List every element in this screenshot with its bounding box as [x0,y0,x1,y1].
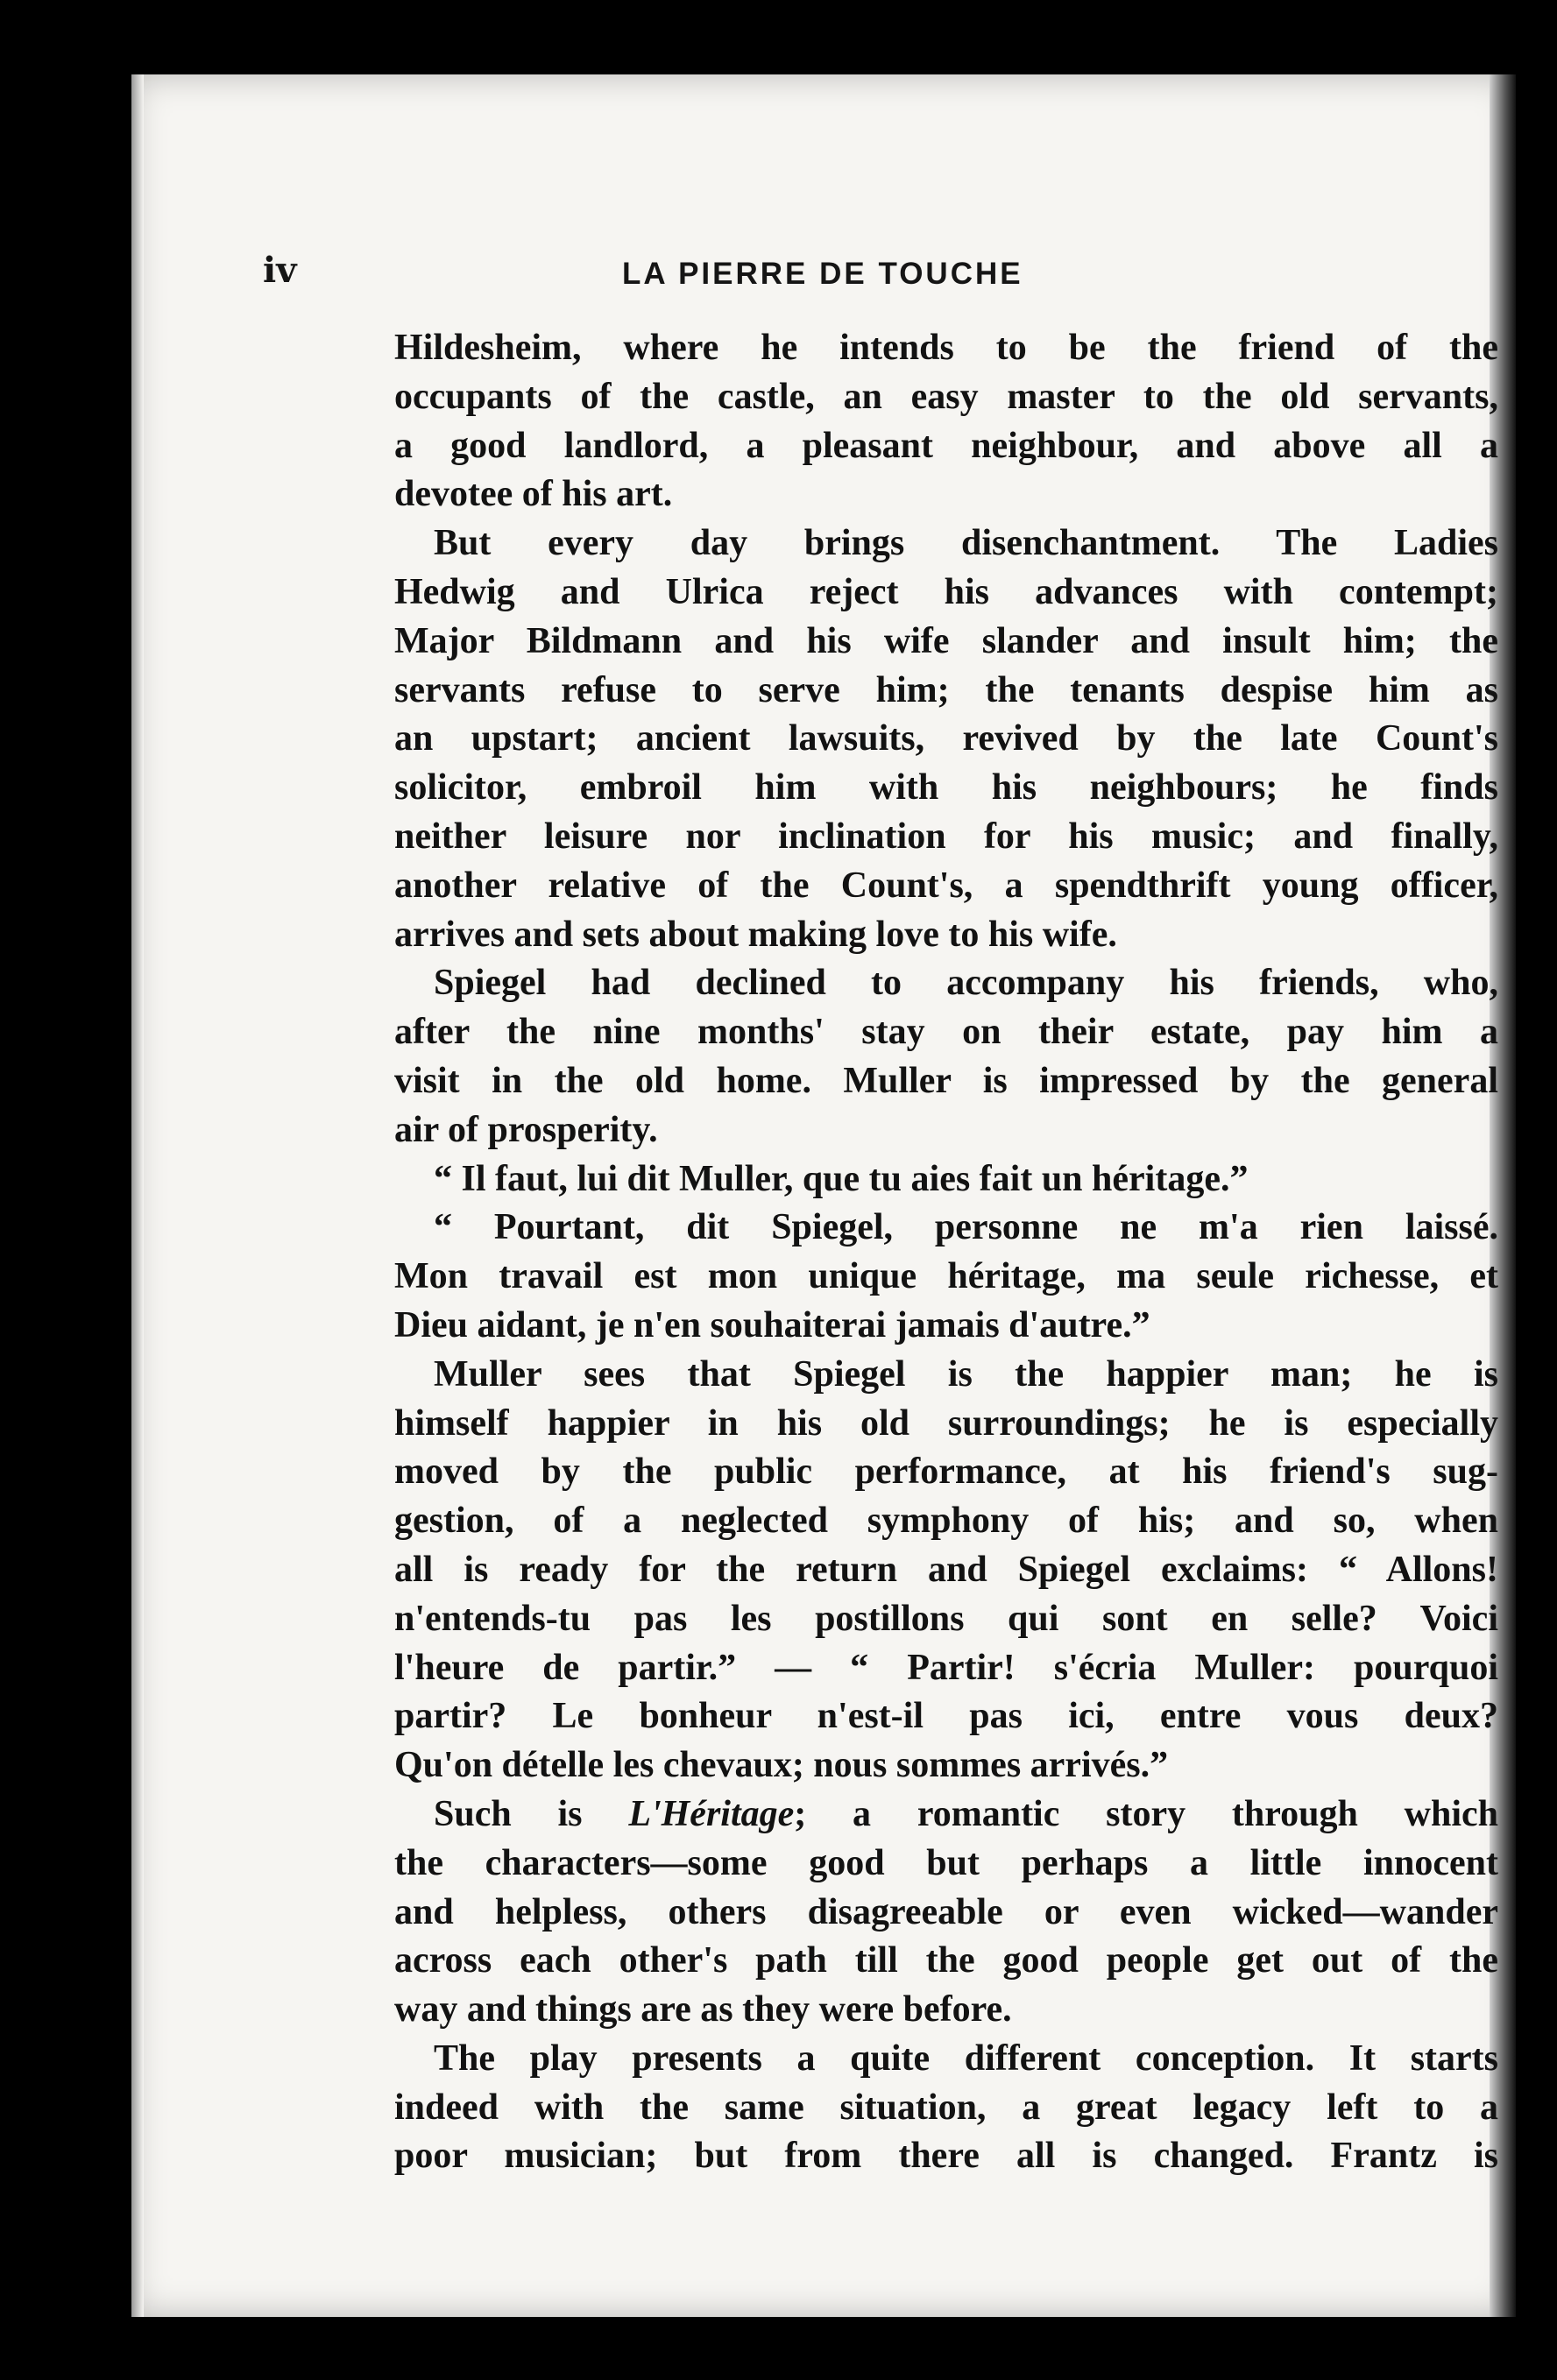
text-line: “ Pourtant, dit Spiegel, personne ne m'a rien laissé. [434,1207,1498,1248]
text-line: n'entends-tu pas les postillons qui sont en selle? Voici [394,1598,1498,1639]
text-line: visit in the old home. Muller is impressed by the general [394,1060,1498,1101]
page-left-edge [131,74,144,2317]
text-line: after the nine months' stay on their estate, pay him a [394,1012,1498,1053]
italic-title: L'Héritage [628,1793,795,1834]
text-line: “ Il faut, lui dit Muller, que tu aies fait un héritage.” [434,1158,1249,1199]
text-line: an upstart; ancient lawsuits, revived by the late Count's [394,718,1498,759]
text-line: occupants of the castle, an easy master to the old servants, [394,376,1498,417]
text-line: arrives and sets about making love to his wife. [394,914,1117,955]
text-line: Major Bildmann and his wife slander and insult him; the [394,620,1498,661]
text-line: Hildesheim, where he intends to be the friend of the [394,328,1498,368]
text-line: the characters—some good but perhaps a little innocent [394,1842,1498,1883]
text-line: indeed with the same situation, a great legacy left to a [394,2087,1498,2128]
text-line: air of prosperity. [394,1109,658,1150]
text-line: Dieu aidant, je n'en souhaiterai jamais d'autre.” [394,1304,1150,1345]
text-line: l'heure de partir.” — “ Partir! s'écria Muller: pourquoi [394,1647,1498,1688]
text-line: himself happier in his old surroundings; he is especially [394,1402,1498,1444]
text-line: and helpless, others disagreeable or even wicked—wander [394,1891,1498,1932]
text-line: way and things are as they were before. [394,1989,1012,2030]
page-number: iv [263,250,297,291]
text-line: a good landlord, a pleasant neighbour, and above all a [394,425,1498,466]
text-line: Qu'on dételle les chevaux; nous sommes arrivés.” [394,1745,1169,1786]
text-line: Mon travail est mon unique héritage, ma seule richesse, et [394,1256,1498,1297]
text-line: Spiegel had declined to accompany his friends, who, [434,963,1498,1004]
text-line: servants refuse to serve him; the tenants despise him as [394,669,1498,710]
text-line: solicitor, embroil him with his neighbours; he finds [394,767,1498,809]
running-head [263,250,1498,293]
text-line: another relative of the Count's, a spendthrift young officer, [394,865,1498,906]
text-line: moved by the public performance, at his friend's sug- [394,1451,1498,1493]
text-line: The play presents a quite different conception. It starts [434,2037,1498,2079]
text-line: Such is L'Héritage; a romantic story through which [434,1793,1498,1834]
text-line: devotee of his art. [394,474,673,515]
text-line: neither leisure nor inclination for his music; and finally, [394,816,1498,857]
text-line: across each other's path till the good people get out of the [394,1940,1498,1981]
text-line: Hedwig and Ulrica reject his advances with contempt; [394,571,1498,612]
text-line: gestion, of a neglected symphony of his; and so, when [394,1501,1498,1542]
text-line: Muller sees that Spiegel is the happier man; he is [434,1353,1498,1395]
text-line: poor musician; but from there all is changed. Frantz is [394,2136,1498,2177]
body-text [394,324,1498,2181]
running-head-title: LA PIERRE DE TOUCHE [622,257,1023,291]
text-line: partir? Le bonheur n'est-il pas ici, entre vous deux? [394,1696,1498,1737]
text-line: all is ready for the return and Spiegel exclaims: “ Allons! [394,1549,1498,1590]
text-line: But every day brings disenchantment. The Ladies [434,523,1498,564]
